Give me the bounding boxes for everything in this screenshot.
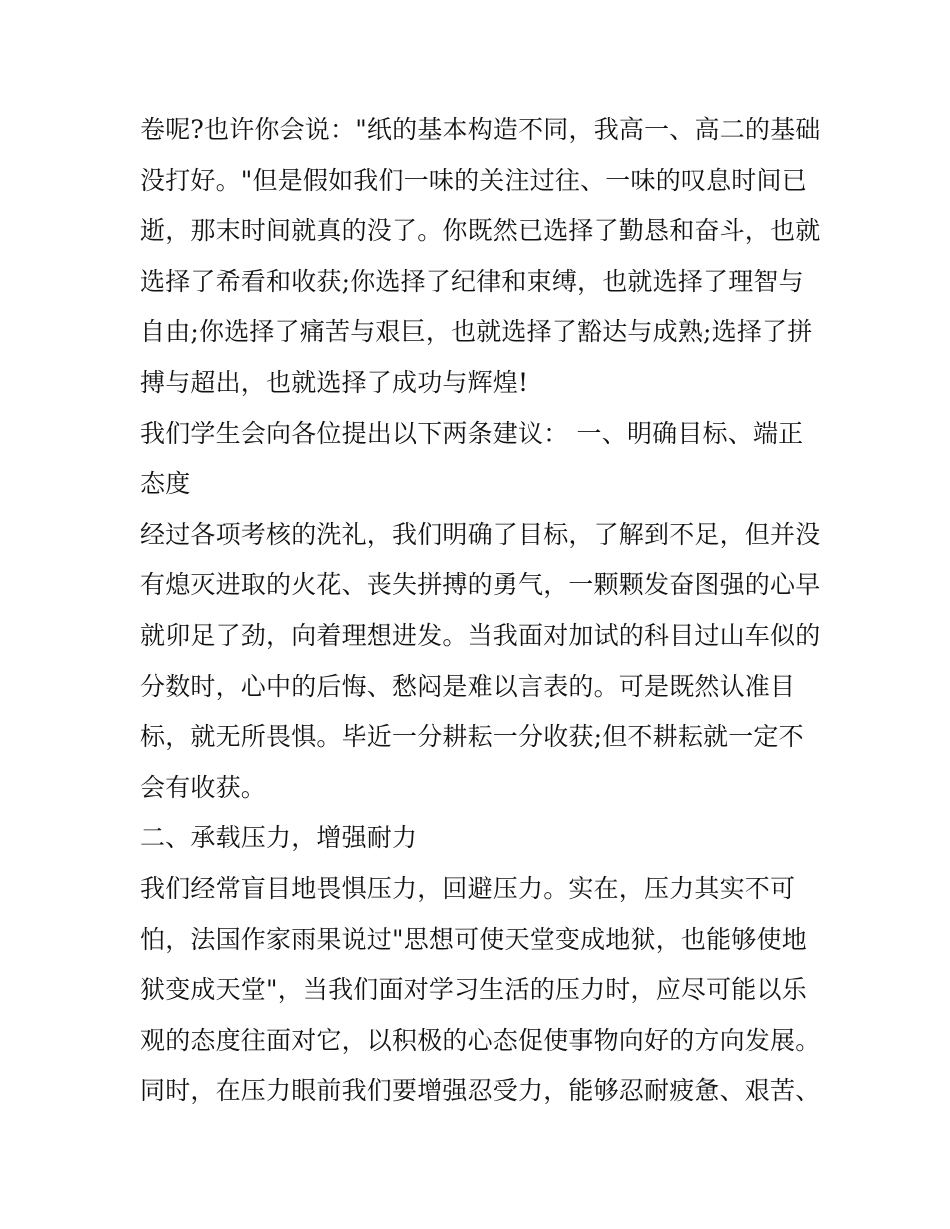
text-line: 选择了希看和收获;你选择了纪律和束缚，也就选择了理智与 [140,266,804,296]
body-text [140,110,820,1122]
text-line: 经过各项考核的洗礼，我们明确了目标，了解到不足，但并没 [140,519,821,549]
text-line: 我们经常盲目地畏惧压力，回避压力。实在，压力其实不可 [140,873,796,903]
text-line: 观的态度往面对它，以积极的心态促使事物向好的方向发展。 [140,1025,821,1055]
suggestion-heading-2: 二、承载压力，增强耐力 [140,823,418,853]
text-line: 会有收获。 [140,772,267,802]
suggestion-intro-line: 我们学生会向各位提出以下两条建议： 一、明确目标、端正 [140,418,804,448]
text-line: 卷呢?也许你会说："纸的基本构造不同，我高一、高二的基础 [140,115,821,144]
text-line: 狱变成天堂"，当我们面对学习生活的压力时，应尽可能以乐 [140,975,807,1005]
text-line: 怕，法国作家雨果说过"思想可使天堂变成地狱，也能够使地 [140,924,807,954]
text-line: 分数时，心中的后悔、愁闷是难以言表的。可是既然认准目 [140,671,796,701]
text-line: 没打好。"但是假如我们一味的关注过往、一味的叹息时间已 [140,165,807,195]
text-line: 有熄灭进取的火花、丧失拼搏的勇气，一颗颗发奋图强的心早 [140,570,821,600]
text-line: 搏与超出，也就选择了成功与辉煌! [140,367,529,397]
suggestion-heading-1-cont: 态度 [140,469,191,499]
text-line: 自由;你选择了痛苦与艰巨，也就选择了豁达与成熟;选择了拼 [140,317,813,347]
text-line: 就卯足了劲，向着理想进发。当我面对加试的科目过山车似的 [140,620,821,650]
text-line: 逝，那末时间就真的没了。你既然已选择了勤恳和奋斗，也就 [140,216,821,246]
text-line: 同时，在压力眼前我们要增强忍受力，能够忍耐疲惫、艰苦、 [140,1076,821,1106]
text-line: 标，就无所畏惧。毕近一分耕耘一分收获;但不耕耘就一定不 [140,722,804,752]
